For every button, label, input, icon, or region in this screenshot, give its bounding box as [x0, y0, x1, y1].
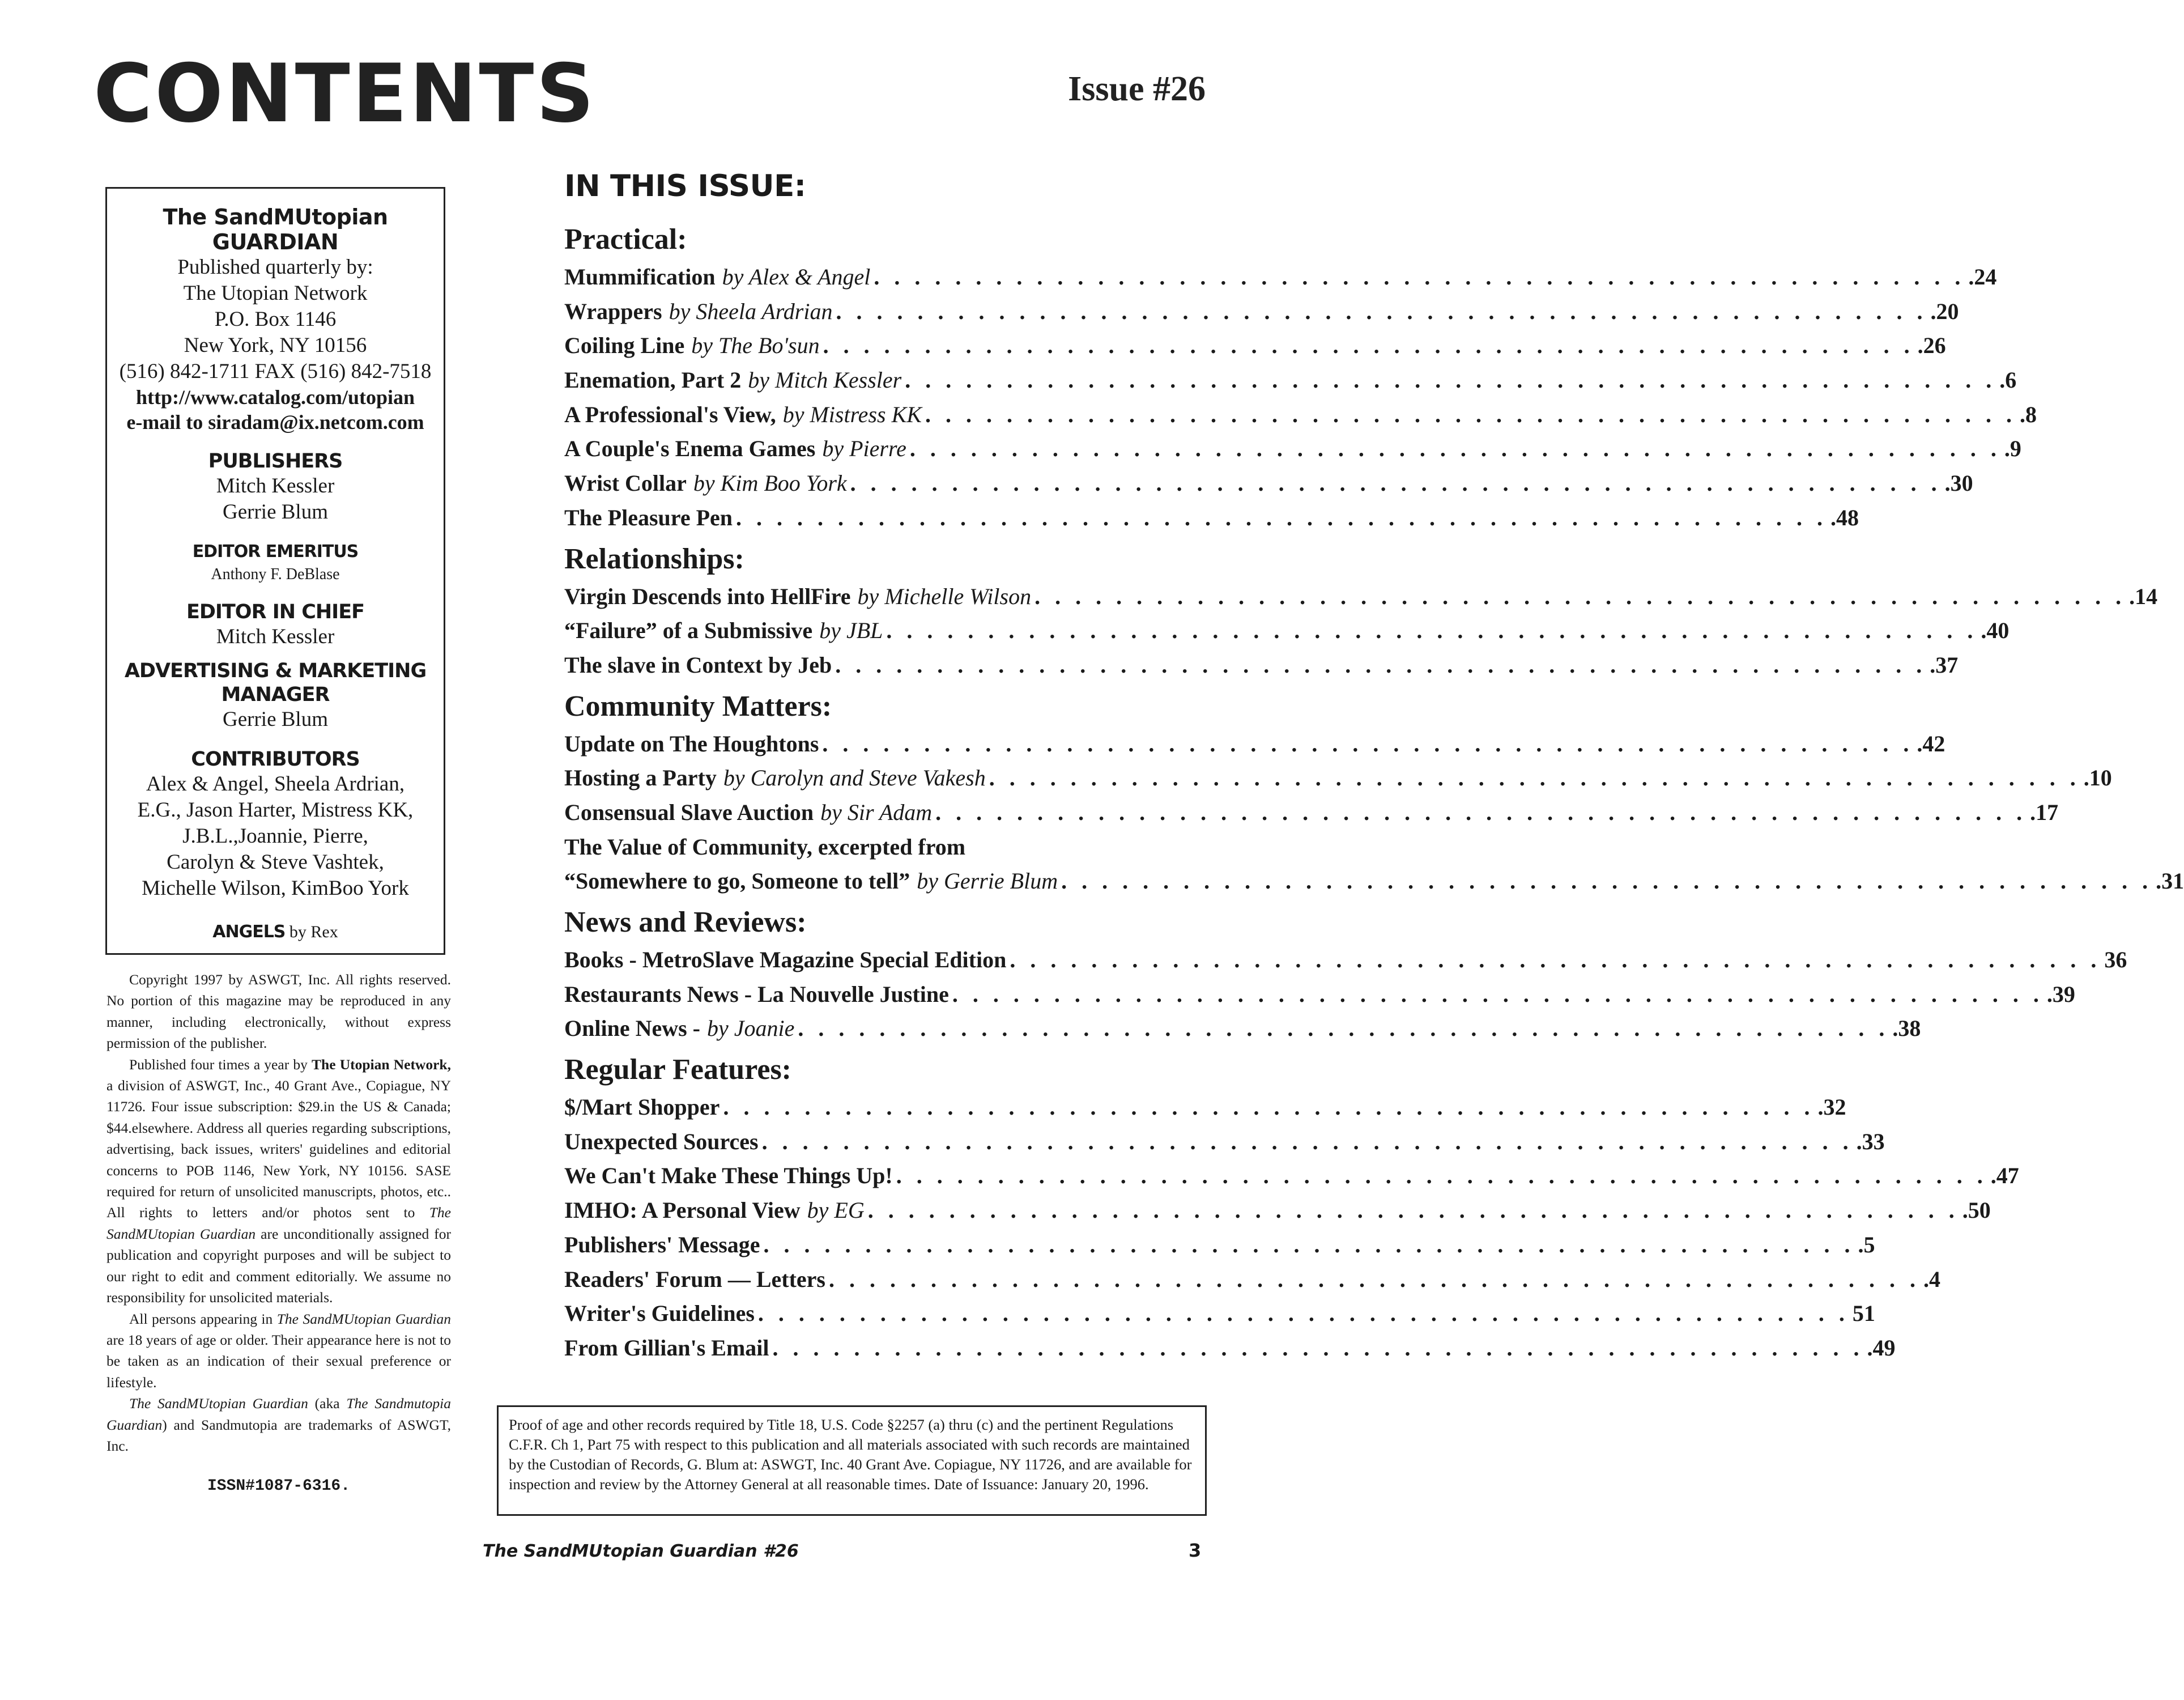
toc-entry-page: 36: [2104, 947, 2127, 972]
angels-name: Rex: [310, 923, 338, 941]
toc-entry-title: Writer's Guidelines: [564, 1300, 755, 1327]
masthead-brand: The SandMUtopian GUARDIAN: [163, 205, 388, 254]
toc-entry-title: Coiling Line: [564, 333, 685, 359]
toc-entry-page: .9: [2004, 436, 2021, 462]
toc-entry-page: .31: [2156, 868, 2184, 894]
toc-entry-title: Online News -: [564, 1015, 700, 1042]
toc-leader-dots: . . . . . . . . . . . . . . . . . . . . . . . . . . . . . . . . . . . . . . . . . . . . . . . . . . . . . .: [761, 1128, 1853, 1154]
toc-heading: IN THIS ISSUE:: [564, 169, 806, 203]
toc-entry-author: by Alex & Angel: [722, 264, 871, 290]
toc-entry-page: .14: [2129, 583, 2158, 609]
toc-entry-title: The Pleasure Pen: [564, 504, 733, 530]
toc-section-title: Regular Features:: [564, 1053, 791, 1086]
toc-section-title: Practical:: [564, 223, 687, 256]
toc-entry-page: .37: [1930, 652, 1959, 678]
toc-leader-dots: . . . . . . . . . . . . . . . . . . . . . . . . . . . . . . . . . . . . . . . . . . . . . . . . . . . . . .: [772, 1334, 1864, 1361]
toc-entry-page: .10: [2083, 765, 2112, 791]
toc-entry[interactable]: [564, 1159, 2019, 1193]
toc-entry[interactable]: [564, 466, 1973, 501]
contributors-line: J.B.L.,Joannie, Pierre,: [182, 824, 368, 848]
publisher-name: Mitch Kessler: [216, 474, 335, 498]
toc-entry-title: Unexpected Sources: [564, 1128, 759, 1154]
table-of-contents: [564, 169, 2184, 1366]
toc-leader-dots: . . . . . . . . . . . . . . . . . . . . . . . . . . . . . . . . . . . . . . . . . . . . . . . . . . . . . .: [909, 436, 2001, 462]
editor-in-chief-heading: EDITOR IN CHIEF: [186, 601, 365, 623]
toc-leader-dots: . . . . . . . . . . . . . . . . . . . . . . . . . . . . . . . . . . . . . . . . . . . . . . . . . . . . . .: [823, 333, 1914, 359]
toc-entry-title: A Professional's View,: [564, 401, 776, 427]
issn: ISSN#1087-6316.: [207, 1477, 351, 1495]
toc-entry[interactable]: [564, 648, 1959, 683]
toc-section-title: News and Reviews:: [564, 906, 807, 938]
toc-entry-page: .38: [1892, 1015, 1921, 1042]
toc-entry-author: by Kim Boo York: [693, 470, 847, 496]
advertising-heading-line2: MANAGER: [221, 683, 330, 706]
page-number: 3: [1189, 1540, 1202, 1561]
angels-label: ANGELS: [212, 922, 286, 942]
toc-entry-author: by Mistress KK: [782, 401, 922, 427]
contributors-line: Carolyn & Steve Vashtek,: [167, 851, 384, 874]
toc-entry-page: .48: [1830, 504, 1859, 530]
records-notice: Proof of age and other records required by Title 18, U.S. Code §2257 (a) thru (c) and the pertinent Regulations C.F.R. Ch 1, Part 75 with respect to this publication and all materials associated with such records are maintained by the Custodian of Records, G. Blum at: ASWGT, Inc. 40 Grant Ave. Copiague, NY 11726, and are available for inspection and review by the Attorney General at all reasonable times. Date of Issuance: January 20, 1996.: [497, 1405, 1207, 1516]
phone-fax: (516) 842-1711 FAX (516) 842-7518: [119, 360, 432, 383]
publishers-heading: PUBLISHERS: [208, 450, 343, 473]
toc-entry-title: The slave in Context by Jeb: [564, 652, 832, 678]
toc-entry[interactable]: [564, 727, 1945, 762]
toc-entry[interactable]: [564, 398, 2037, 432]
toc-entry[interactable]: [564, 1228, 1875, 1263]
toc-leader-dots: . . . . . . . . . . . . . . . . . . . . . . . . . . . . . . . . . . . . . . . . . . . . . . . . . . . . . .: [736, 504, 1828, 530]
toc-entry-page: .24: [1968, 264, 1997, 290]
toc-leader-dots: . . . . . . . . . . . . . . . . . . . . . . . . . . . . . . . . . . . . . . . . . . . . . . . . . . . . . .: [1061, 868, 2153, 894]
toc-entry-title: Enemation, Part 2: [564, 367, 742, 393]
toc-entry-title: “Failure” of a Submissive: [564, 618, 813, 644]
toc-entry[interactable]: [564, 1090, 1846, 1125]
toc-entry-page: .50: [1962, 1197, 1991, 1223]
published-by: Published quarterly by:: [177, 256, 373, 279]
toc-leader-dots: . . . . . . . . . . . . . . . . . . . . . . . . . . . . . . . . . . . . . . . . . . . . . . . . . . . . . .: [798, 1015, 1889, 1042]
toc-entry-page: .49: [1867, 1334, 1896, 1361]
toc-entry-author: by Mitch Kessler: [748, 367, 902, 393]
toc-entry[interactable]: [564, 1263, 1940, 1297]
toc-entry[interactable]: [564, 363, 2017, 398]
toc-leader-dots: . . . . . . . . . . . . . . . . . . . . . . . . . . . . . . . . . . . . . . . . . . . . . . . . . . . . . .: [828, 1266, 1920, 1292]
toc-sections: [564, 219, 2184, 1366]
toc-leader-dots: . . . . . . . . . . . . . . . . . . . . . . . . . . . . . . . . . . . . . . . . . . . . . . . . . . . . . .: [763, 1231, 1855, 1257]
toc-entry-author: by Carolyn and Steve Vakesh: [723, 765, 986, 791]
page-title: CONTENTS: [93, 47, 597, 141]
toc-leader-dots: . . . . . . . . . . . . . . . . . . . . . . . . . . . . . . . . . . . . . . . . . . . . . . . . . . . . . .: [867, 1197, 1959, 1223]
toc-entry[interactable]: [564, 830, 1159, 865]
toc-entry[interactable]: [564, 329, 1946, 363]
toc-entry-author: by Sir Adam: [820, 799, 933, 825]
contributors-heading: CONTRIBUTORS: [191, 748, 360, 771]
toc-entry[interactable]: [564, 580, 2158, 614]
toc-section-title: Relationships:: [564, 542, 744, 575]
toc-entry-page: .47: [1990, 1163, 2019, 1189]
toc-entry-page: .6: [1999, 367, 2017, 393]
toc-entry-title: $/Mart Shopper: [564, 1094, 720, 1120]
toc-entry-title: Wrist Collar: [564, 470, 687, 496]
toc-leader-dots: . . . . . . . . . . . . . . . . . . . . . . . . . . . . . . . . . . . . . . . . . . . . . . . . . . . . . .: [874, 264, 1965, 290]
city: New York, NY 10156: [184, 334, 367, 357]
toc-leader-dots: . . . . . . . . . . . . . . . . . . . . . . . . . . . . . . . . . . . . . . . . . . . . . . . . . . . . . .: [723, 1094, 1815, 1120]
toc-leader-dots: . . . . . . . . . . . . . . . . . . . . . . . . . . . . . . . . . . . . . . . . . . . . . . . . . . . . . .: [836, 298, 1927, 324]
toc-entry[interactable]: [564, 1012, 1921, 1046]
toc-entry-page: .39: [2046, 981, 2075, 1007]
toc-entry[interactable]: [564, 260, 1997, 295]
toc-entry-page: .5: [1858, 1231, 1875, 1257]
editor-emeritus-heading: EDITOR EMERITUS: [192, 542, 359, 562]
toc-entry-author: by Gerrie Blum: [917, 868, 1058, 894]
contributors-line: Michelle Wilson, KimBoo York: [142, 877, 409, 900]
toc-leader-dots: . . . . . . . . . . . . . . . . . . . . . . . . . . . . . . . . . . . . . . . . . . . . . . . . . . . . . .: [1034, 583, 2126, 609]
angels-credit: [107, 922, 444, 942]
angels-by: by: [289, 923, 306, 941]
toc-entry[interactable]: [564, 761, 2112, 796]
toc-leader-dots: . . . . . . . . . . . . . . . . . . . . . . . . . . . . . . . . . . . . . . . . . . . . . . . . . . . . . .: [989, 765, 2080, 791]
toc-entry-author: by JBL: [819, 618, 883, 644]
toc-entry-title: A Couple's Enema Games: [564, 436, 816, 462]
toc-entry-author: by The Bo'sun: [691, 333, 820, 359]
toc-entry-page: 51: [1852, 1300, 1875, 1327]
toc-entry-title: Wrappers: [564, 298, 662, 324]
website-link[interactable]: http://www.catalog.com/utopian: [135, 386, 415, 409]
toc-entry-page: .40: [1981, 618, 2010, 644]
toc-entry-title: Mummification: [564, 264, 716, 290]
issue-number: Issue #26: [1068, 70, 1206, 108]
toc-entry-page: .33: [1856, 1128, 1885, 1154]
toc-entry-title: The Value of Community, excerpted from: [564, 834, 966, 860]
toc-entry-page: .42: [1917, 730, 1945, 756]
toc-entry-author: by Michelle Wilson: [857, 583, 1032, 609]
toc-entry-title: “Somewhere to go, Someone to tell”: [564, 868, 910, 894]
toc-leader-dots: . . . . . . . . . . . . . . . . . . . . . . . . . . . . . . . . . . . . . . . . . . . . . . . . . . . . . .: [822, 730, 1914, 756]
toc-entry[interactable]: [564, 1331, 1896, 1366]
toc-leader-dots: . . . . . . . . . . . . . . . . . . . . . . . . . . . . . . . . . . . . . . . . . . . . . . . . . . . . . .: [850, 470, 1942, 496]
toc-entry[interactable]: [564, 864, 2184, 899]
toc-entry[interactable]: [564, 796, 2059, 830]
toc-entry[interactable]: [564, 943, 2127, 978]
toc-entry[interactable]: [564, 1297, 1875, 1331]
toc-entry-page: .26: [1917, 333, 1946, 359]
toc-entry[interactable]: [564, 1193, 1991, 1228]
toc-entry-page: .4: [1923, 1266, 1940, 1292]
advertising-manager-name: Gerrie Blum: [223, 708, 328, 731]
toc-entry[interactable]: [564, 1125, 1885, 1159]
contributors-line: E.G., Jason Harter, Mistress KK,: [137, 798, 414, 822]
toc-leader-dots: . . . . . . . . . . . . . . . . . . . . . . . . . . . . . . . . . . . . . . . . . . . . . . . . . . . . . .: [1010, 947, 2101, 972]
network-name: The Utopian Network: [183, 282, 368, 305]
toc-entry-title: Update on The Houghtons: [564, 730, 819, 756]
toc-entry-title: Readers' Forum — Letters: [564, 1266, 825, 1292]
age-notice: All persons appearing in The SandMUtopian Guardian are 18 years of age or older. Their appearance here is not to be taken as an indication of their sexual preference or lifestyle.: [107, 1310, 451, 1391]
toc-leader-dots: . . . . . . . . . . . . . . . . . . . . . . . . . . . . . . . . . . . . . . . . . . . . . . . . . . . . . .: [905, 367, 1996, 393]
toc-entry-title: IMHO: A Personal View: [564, 1197, 801, 1223]
toc-entry-page: .20: [1930, 298, 1959, 324]
toc-entry-page: .32: [1817, 1094, 1846, 1120]
publication-info: Published four times a year by The Utopian Network, a division of ASWGT, Inc., 40 Grant Ave., Copiague, NY 11726. Four issue subscription: $29.in the US & Canada; $44.elsewhere. Address all queries regarding subscriptions, advertising, back issues, writers' guidelines and editorial concerns to POB 1146, New York, NY 10156. SASE required for return of unsolicited manuscripts, photos, etc.. All rights to letters and/or photos sent to The SandMUtopian Guardian are unconditionally assigned for publication and copyright purposes and will be subject to our right to edit and comment editorially. We assume no responsibility for unsolicited materials.: [107, 1056, 451, 1306]
toc-entry[interactable]: [564, 501, 1859, 536]
toc-leader-dots: . . . . . . . . . . . . . . . . . . . . . . . . . . . . . . . . . . . . . . . . . . . . . . . . . . . . . .: [886, 618, 1978, 644]
footer-title: The SandMUtopian Guardian #26: [483, 1541, 799, 1561]
toc-entry-title: Books - MetroSlave Magazine Special Edition: [564, 947, 1007, 972]
toc-leader-dots: . . . . . . . . . . . . . . . . . . . . . . . . . . . . . . . . . . . . . . . . . . . . . . . . . . . . . .: [935, 799, 2027, 825]
toc-leader-dots: . . . . . . . . . . . . . . . . . . . . . . . . . . . . . . . . . . . . . . . . . . . . . . . . . . . . . .: [896, 1163, 1987, 1189]
contributors-line: Alex & Angel, Sheela Ardrian,: [146, 772, 405, 796]
toc-entry-page: .8: [2019, 401, 2037, 427]
toc-leader-dots: . . . . . . . . . . . . . . . . . . . . . . . . . . . . . . . . . . . . . . . . . . . . . . . . . . . . . .: [952, 981, 2043, 1007]
toc-entry-author: by Sheela Ardrian: [669, 298, 833, 324]
toc-entry-title: From Gillian's Email: [564, 1334, 769, 1361]
toc-entry-author: by EG: [807, 1197, 865, 1223]
copyright-notice: Copyright 1997 by ASWGT, Inc. All rights reserved. No portion of this magazine may be reproduced in any manner, including electronically, without express permission of the publisher.: [107, 971, 451, 1052]
toc-entry-title: Hosting a Party: [564, 765, 717, 791]
toc-entry-page: .30: [1944, 470, 1973, 496]
masthead-box: [105, 187, 445, 955]
email-link[interactable]: e-mail to siradam@ix.netcom.com: [126, 411, 424, 434]
toc-entry-title: Virgin Descends into HellFire: [564, 583, 851, 609]
toc-entry[interactable]: [564, 432, 2021, 466]
toc-entry-page: .17: [2030, 799, 2059, 825]
editor-emeritus-name: Anthony F. DeBlase: [211, 566, 340, 583]
toc-entry-author: by Joanie: [707, 1015, 795, 1042]
legal-column: [107, 969, 451, 1497]
toc-leader-dots: . . . . . . . . . . . . . . . . . . . . . . . . . . . . . . . . . . . . . . . . . . . . . . . . . . . . . .: [925, 401, 2016, 427]
toc-section-title: Community Matters:: [564, 690, 832, 722]
editor-in-chief-name: Mitch Kessler: [216, 625, 335, 648]
trademark-notice: The SandMUtopian Guardian (aka The Sandmutopia Guardian) and Sandmutopia are trademarks of ASWGT, Inc.: [107, 1395, 451, 1454]
toc-entry-title: Restaurants News - La Nouvelle Justine: [564, 981, 949, 1007]
toc-entry-author: by Pierre: [822, 436, 906, 462]
toc-entry[interactable]: [564, 614, 2010, 648]
toc-entry-title: Publishers' Message: [564, 1231, 760, 1257]
toc-entry-title: Consensual Slave Auction: [564, 799, 814, 825]
toc-entry-title: We Can't Make These Things Up!: [564, 1163, 893, 1189]
publisher-name: Gerrie Blum: [223, 500, 328, 524]
advertising-heading: ADVERTISING & MARKETING: [124, 660, 427, 682]
toc-entry[interactable]: [564, 978, 2075, 1012]
toc-leader-dots: . . . . . . . . . . . . . . . . . . . . . . . . . . . . . . . . . . . . . . . . . . . . . . . . . . . . . .: [835, 652, 1927, 678]
toc-leader-dots: . . . . . . . . . . . . . . . . . . . . . . . . . . . . . . . . . . . . . . . . . . . . . . . . . . . . . .: [757, 1300, 1849, 1327]
po-box: P.O. Box 1146: [214, 308, 337, 331]
toc-entry[interactable]: [564, 295, 1959, 329]
